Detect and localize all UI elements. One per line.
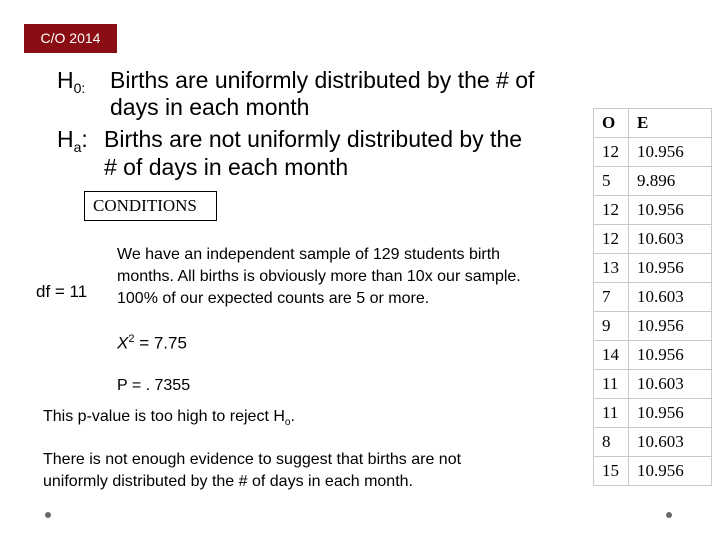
ha-sub: a (73, 139, 82, 155)
chi-symbol: X (117, 333, 129, 353)
expected-cell: 10.956 (629, 341, 712, 370)
observed-cell: 12 (594, 138, 629, 167)
expected-cell: 10.956 (629, 196, 712, 225)
observed-cell: 9 (594, 312, 629, 341)
header-observed: O (594, 109, 629, 138)
observed-cell: 11 (594, 399, 629, 428)
degrees-of-freedom: df = 11 (36, 282, 88, 301)
table-row (594, 370, 712, 399)
table-row (594, 196, 712, 225)
chi-value: = 7.75 (134, 333, 187, 353)
h0-label (57, 65, 85, 103)
table-row (594, 428, 712, 457)
expected-cell: 9.896 (629, 167, 712, 196)
expected-cell: 10.603 (629, 225, 712, 254)
header-expected: E (629, 109, 712, 138)
table-row (594, 457, 712, 486)
expected-cell: 10.603 (629, 428, 712, 457)
conditions-line1: We have an independent sample of 129 students birth (117, 246, 501, 263)
table-row (594, 167, 712, 196)
expected-cell: 10.956 (629, 312, 712, 341)
expected-cell: 10.956 (629, 254, 712, 283)
h0-line2: days in each month (110, 94, 310, 120)
expected-cell: 10.603 (629, 283, 712, 312)
observed-cell: 12 (594, 225, 629, 254)
observed-cell: 11 (594, 370, 629, 399)
nav-dot-right-icon (666, 512, 672, 518)
expected-cell: 10.956 (629, 399, 712, 428)
ha-label (57, 124, 88, 162)
table-row (594, 312, 712, 341)
p-value: P = . 7355 (117, 377, 191, 394)
conclusion-reject-text: This p-value is too high to reject H (43, 408, 285, 425)
ha-letter: H (57, 126, 74, 152)
observed-cell: 13 (594, 254, 629, 283)
table-row (594, 138, 712, 167)
conclusion-line2: uniformly distributed by the # of days in each month. (43, 473, 413, 490)
h0-line1: Births are uniformly distributed by the # of (110, 67, 535, 93)
observed-cell: 7 (594, 283, 629, 312)
observed-cell: 12 (594, 196, 629, 225)
ha-colon: : (81, 126, 88, 152)
observed-cell: 15 (594, 457, 629, 486)
expected-cell: 10.956 (629, 457, 712, 486)
table-row (594, 283, 712, 312)
table-header-row (594, 109, 712, 138)
conditions-label: CONDITIONS (84, 191, 217, 221)
slide-badge: C/O 2014 (24, 24, 117, 53)
table-row (594, 399, 712, 428)
expected-cell: 10.956 (629, 138, 712, 167)
table-row (594, 225, 712, 254)
conclusion-reject-end: . (290, 408, 295, 425)
h0-sub: 0: (73, 80, 86, 96)
ha-line1: Births are not uniformly distributed by the (104, 126, 523, 152)
table-row (594, 254, 712, 283)
conclusion-reject-sub: o (284, 417, 291, 429)
observed-cell: 14 (594, 341, 629, 370)
conditions-line3: 100% of our expected counts are 5 or more. (117, 290, 430, 307)
conditions-line2: months. All births is obviously more than 10x our sample. (117, 268, 521, 285)
chi-sup: 2 (128, 333, 135, 345)
chi-square-statistic (117, 328, 187, 355)
table-row (594, 341, 712, 370)
ha-line2: # of days in each month (104, 154, 349, 180)
observed-expected-table (593, 108, 712, 486)
observed-cell: 8 (594, 428, 629, 457)
expected-cell: 10.603 (629, 370, 712, 399)
nav-dot-left-icon (45, 512, 51, 518)
conclusion-line1: There is not enough evidence to suggest that births are not (43, 451, 462, 468)
h0-letter: H (57, 67, 74, 93)
conclusion-reject (43, 406, 295, 434)
observed-cell: 5 (594, 167, 629, 196)
